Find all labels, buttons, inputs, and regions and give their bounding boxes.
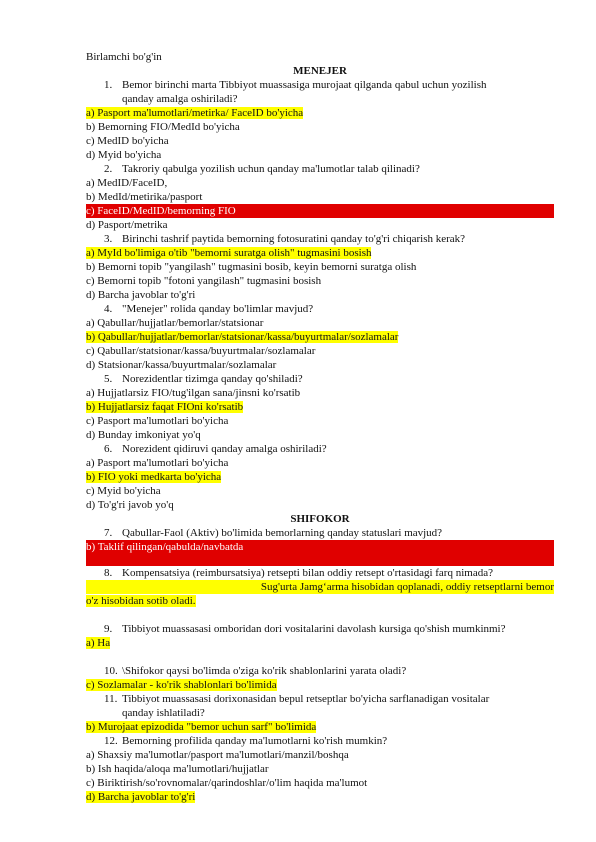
question-text: Bemorning profilida qanday ma'lumotlarni ko'rish mumkin? — [122, 735, 388, 747]
answer-option: a) Qabullar/hujjatlar/bemorlar/statsionar — [86, 317, 264, 329]
answer-highlighted: Sug'urta Jamg‘arma hisobidan qoplanadi, oddiy retseptlarni bemor — [86, 580, 554, 594]
answer-option: c) Myid bo'yicha — [86, 485, 161, 497]
question-9 — [86, 622, 554, 636]
question-number: 3. — [104, 233, 113, 245]
question-number: 11. — [104, 693, 118, 705]
question-number: 2. — [104, 163, 113, 175]
question-text: Kompensatsiya (reimbursatsiya) retsepti bilan oddiy retsept o'rtasidagi farq nimada? — [122, 567, 493, 579]
question-text: Tibbiyot muassasasi dorixonasidan bepul retseptlar bo'yicha sarflanadigan vositalar — [122, 693, 490, 705]
question-number: 10. — [104, 665, 118, 677]
answer-highlighted-red: c) FaceID/MedID/bemorning FIO — [86, 204, 554, 218]
answer-option: d) Bunday imkoniyat yo'q — [86, 429, 201, 441]
red-highlight-bar — [86, 554, 554, 566]
question-text: Bemor birinchi marta Tibbiyot muassasiga murojaat qilganda qabul uchun yozilish — [122, 79, 487, 91]
answer-option: d) Barcha javoblar to'g'ri — [86, 289, 196, 301]
answer-highlighted: b) Murojaat epizodida "bemor uchun sarf" bo'limida — [86, 721, 317, 733]
answer-option: d) Statsionar/kassa/buyurtmalar/sozlamalar — [86, 359, 277, 371]
answer-option: d) Myid bo'yicha — [86, 149, 162, 161]
question-text: \Shifokor qaysi bo'limda o'ziga ko'rik shablonlarini yarata oladi? — [122, 665, 407, 677]
question-1 — [86, 78, 554, 92]
answer-highlighted: a) MyId bo'limiga o'tib "bemorni suratga olish" tugmasini bosish — [86, 247, 372, 259]
question-6 — [86, 442, 554, 456]
answer-option: a) MedID/FaceID, — [86, 177, 168, 189]
answer-highlighted: d) Barcha javoblar to'g'ri — [86, 791, 196, 803]
answer-option: c) Bemorni topib "fotoni yangilash" tugmasini bosish — [86, 275, 322, 287]
question-10 — [86, 664, 554, 678]
question-number: 7. — [104, 527, 113, 539]
question-number: 8. — [104, 567, 113, 579]
question-1-continuation: qanday amalga oshiriladi? — [122, 93, 238, 105]
answer-option: b) Bemorning FIO/MedId bo'yicha — [86, 121, 240, 133]
answer-highlighted: c) Sozlamalar - ko'rik shablonlari bo'limida — [86, 679, 277, 691]
answer-option: b) Ish haqida/aloqa ma'lumotlari/hujjatlar — [86, 763, 269, 775]
answer-option: d) To'g'ri javob yo'q — [86, 499, 174, 511]
document-page — [86, 50, 554, 804]
question-4 — [86, 302, 554, 316]
question-number: 4. — [104, 303, 113, 315]
answer-highlighted: a) Ha — [86, 637, 111, 649]
question-number: 5. — [104, 373, 113, 385]
question-11 — [86, 692, 554, 706]
question-7 — [86, 526, 554, 540]
answer-option: c) MedID bo'yicha — [86, 135, 169, 147]
answer-option: b) MedId/metirika/pasport — [86, 191, 203, 203]
answer-highlighted: b) FIO yoki medkarta bo'yicha — [86, 471, 222, 483]
answer-option: c) Biriktirish/so'rovnomalar/qarindoshlar/o'lim haqida ma'lumot — [86, 777, 368, 789]
question-12 — [86, 734, 554, 748]
answer-highlighted-continuation: o'z hisobidan sotib oladi. — [86, 595, 196, 607]
question-text: "Menejer" rolida qanday bo'limlar mavjud? — [122, 303, 314, 315]
question-number: 1. — [104, 79, 113, 91]
question-8 — [86, 566, 554, 580]
answer-highlighted: a) Pasport ma'lumotlari/metirka/ FaceID bo'yicha — [86, 107, 304, 119]
answer-highlighted: b) Hujjatlarsiz faqat FIOni ko'rsatib — [86, 401, 244, 413]
question-5 — [86, 372, 554, 386]
answer-option: a) Pasport ma'lumotlari bo'yicha — [86, 457, 229, 469]
question-number: 6. — [104, 443, 113, 455]
answer-option: d) Pasport/metrika — [86, 219, 168, 231]
answer-option: a) Hujjatlarsiz FIO/tug'ilgan sana/jinsni ko'rsatib — [86, 387, 301, 399]
answer-highlighted-red: b) Taklif qilingan/qabulda/navbatda — [86, 540, 554, 554]
question-text: Tibbiyot muassasasi omboridan dori vositalarini davolash kursiga qo'shish mumkinmi? — [122, 623, 506, 635]
question-text: Norezident qidiruvi qanday amalga oshiriladi? — [122, 443, 327, 455]
question-2 — [86, 162, 554, 176]
question-3 — [86, 232, 554, 246]
section-heading-shifokor: SHIFOKOR — [290, 513, 350, 525]
answer-option: c) Qabullar/statsionar/kassa/buyurtmalar/sozlamalar — [86, 345, 316, 357]
question-text: Qabullar-Faol (Aktiv) bo'limida bemorlarning qanday statuslari mavjud? — [122, 527, 443, 539]
question-11-continuation: qanday ishlatiladi? — [122, 707, 205, 719]
answer-option: b) Bemorni topib "yangilash" tugmasini bosib, keyin bemorni suratga olish — [86, 261, 417, 273]
question-text: Norezidentlar tizimga qanday qo'shiladi? — [122, 373, 303, 385]
answer-highlighted: b) Qabullar/hujjatlar/bemorlar/statsionar/kassa/buyurtmalar/sozlamalar — [86, 331, 399, 343]
question-text: Takroriy qabulga yozilish uchun qanday ma'lumotlar talab qilinadi? — [122, 163, 420, 175]
section-heading-menejer: MENEJER — [293, 65, 347, 77]
answer-option: c) Pasport ma'lumotlari bo'yicha — [86, 415, 229, 427]
question-number: 12. — [104, 735, 118, 747]
question-text: Birinchi tashrif paytida bemorning fotosuratini qanday to'g'ri chiqarish kerak? — [122, 233, 466, 245]
answer-option: a) Shaxsiy ma'lumotlar/pasport ma'lumotlari/manzil/boshqa — [86, 749, 349, 761]
intro-text: Birlamchi bo'g'in — [86, 51, 162, 63]
question-number: 9. — [104, 623, 113, 635]
